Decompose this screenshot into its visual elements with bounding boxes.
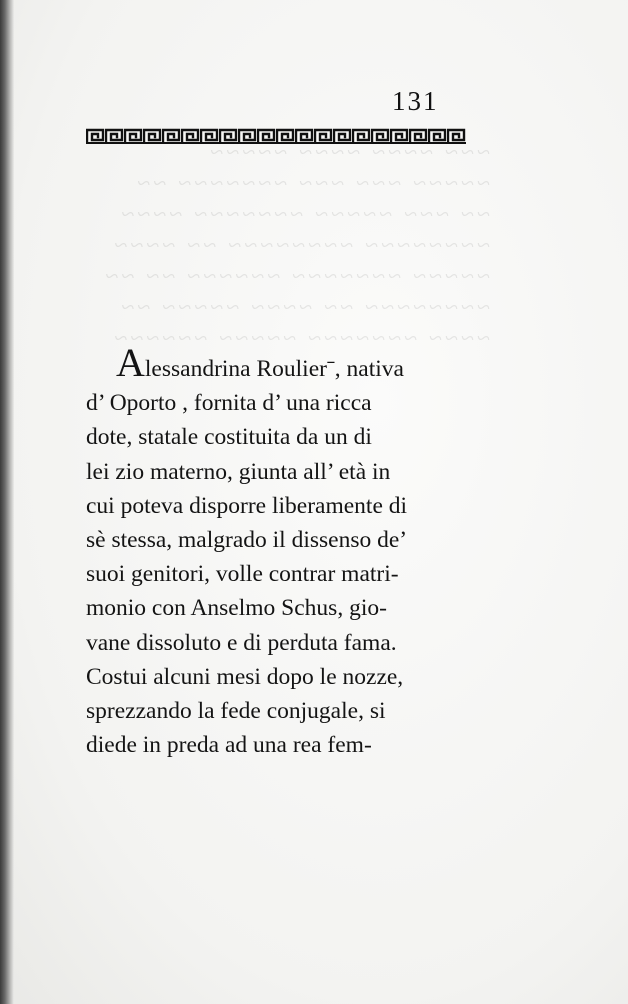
text-line: d’ Oporto , fornita d’ una ricca [86,390,372,417]
text-line: diede in preda ad una rea fem- [86,732,372,759]
text-line: lei zio materno, giunta all’ età in [86,458,391,485]
page-number: 131 [392,86,439,116]
line-text: lessandrina Roulierˉ, nativa [144,356,404,382]
paragraph [86,340,472,762]
drop-cap: A [116,340,145,385]
bleed-through-text: ~~~ ~~~~ ~~~~ ~~~~~ ~~~~~ ~~~ ~~~ ~~~~~~~ ~~ ~~ ~~~ ~~~~~ ~~~~~~~ ~~~~ ~~~~~~~~ ~~~~~~~~ ~~ ~~~~ ~~~~~ ~~~~~~~ ~~~~~~ ~~ ~~ ~~~~~~~~ ~~ ~~~~ ~~~~~ ~~ ~~~~ ~~~~~~~ ~~~~~ ~~~~~~ [102,140,490,350]
text-line [86,340,472,386]
text-line: monio con Anselmo Schus, gio- [86,595,387,622]
text-line: sè stessa, malgrado il dissenso de’ [86,527,408,554]
text-line: suoi genitori, volle contrar matri- [86,561,399,588]
page-gutter-shadow [0,0,14,1004]
text-line: cui poteva disporre liberamente di [86,492,408,519]
text-line: dote, statale costituita da un di [86,424,372,451]
text-line: Costui alcuni mesi dopo le nozze, [86,663,404,690]
greek-key-ornament [86,128,466,144]
text-line: vane dissoluto e di perduta fama. [86,629,397,656]
text-line: sprezzando la fede conjugale, si [86,698,386,725]
